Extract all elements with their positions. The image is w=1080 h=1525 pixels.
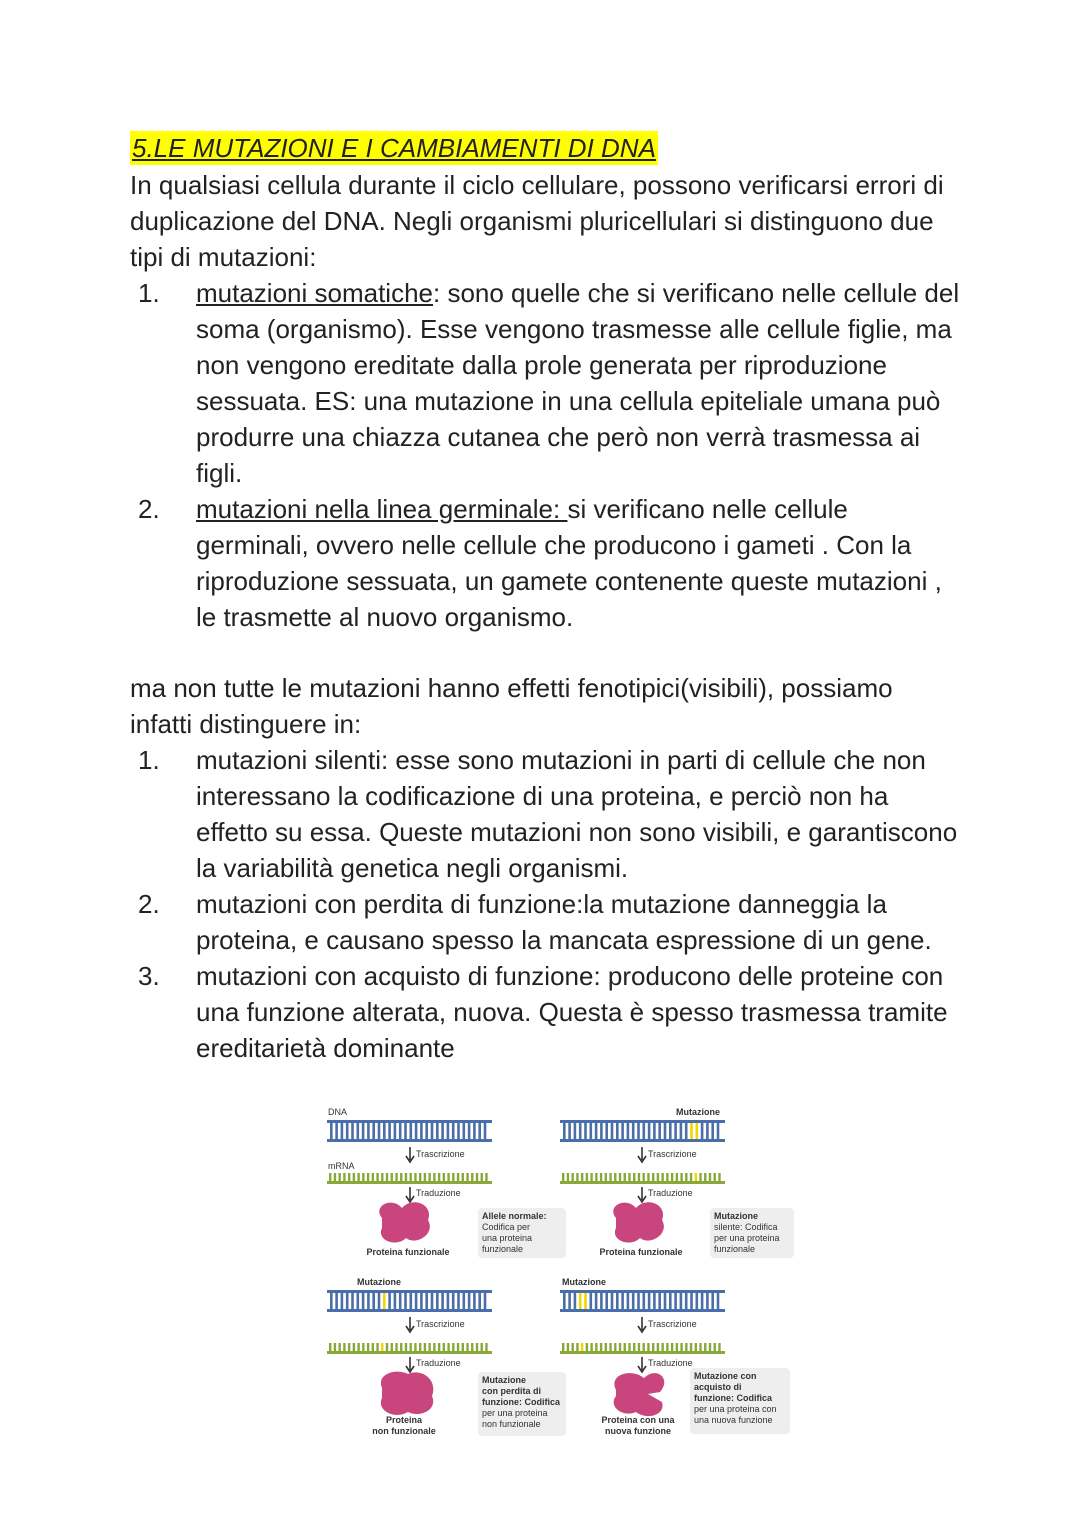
list-term: mutazioni somatiche (196, 278, 433, 308)
caption-line: per una proteina con (694, 1404, 777, 1414)
list-text: si verificano nelle cellule germinali, ovvero nelle cellule che producono i gameti . Con la riproduzione sessuata, un gamete contenente queste mutazioni , le trasmette al nuovo organismo. (196, 494, 942, 632)
mrna-strand (560, 1173, 725, 1184)
caption-line: acquisto di (694, 1382, 742, 1392)
list-item (130, 491, 960, 635)
arrow-down-icon (638, 1317, 646, 1332)
arrow-down-icon (638, 1187, 646, 1202)
caption-line: con perdita di (482, 1386, 542, 1396)
dna-strand (560, 1290, 725, 1312)
transcription-label: Trascrizione (648, 1149, 697, 1159)
mutation-effects-list (130, 742, 960, 1066)
mrna-strand (327, 1173, 492, 1184)
caption-line: Mutazione con (694, 1371, 757, 1381)
transcription-label: Trascrizione (416, 1319, 465, 1329)
list-text: mutazioni con acquisto di funzione: producono delle proteine con una funzione alterata, nuova. Questa è spesso trasmessa tramite ereditarietà dominante (196, 961, 948, 1063)
transcription-label: Trascrizione (416, 1149, 465, 1159)
caption-line: per una proteina (482, 1408, 548, 1418)
panel-loss-of-function (327, 1277, 566, 1436)
mutation-label: Mutazione (676, 1107, 720, 1117)
mutation-label: Mutazione (562, 1277, 606, 1287)
list-number: 2. (138, 889, 160, 919)
page-title: 5.LE MUTAZIONI E I CAMBIAMENTI DI DNA (132, 133, 656, 163)
phenotype-paragraph: ma non tutte le mutazioni hanno effetti fenotipici(visibili), possiamo infatti distinguere in: (130, 673, 893, 739)
caption-line: funzionale (482, 1244, 524, 1254)
functional-protein-shape (613, 1202, 664, 1242)
caption-line: una proteina (482, 1233, 533, 1243)
protein-caption: Proteina funzionale (599, 1247, 683, 1257)
dna-strand (327, 1290, 492, 1312)
list-text: mutazioni silenti: esse sono mutazioni in parti di cellule che non interessano la codificazione di una proteina, e perciò non ha effetto su essa. Queste mutazioni non sono visibili, e garantiscono la variabilità genetica negli organismi. (196, 745, 958, 883)
protein-caption: Proteina funzionale (366, 1247, 450, 1257)
caption-line: Codifica per (482, 1222, 531, 1232)
arrow-down-icon (638, 1147, 646, 1162)
dna-strand (327, 1120, 492, 1142)
mrna-strand (327, 1343, 492, 1354)
arrow-down-icon (638, 1357, 646, 1372)
caption-line: per una proteina (714, 1233, 780, 1243)
list-number: 3. (138, 961, 160, 991)
new-function-protein-shape (614, 1373, 665, 1416)
protein-caption: Proteina (385, 1415, 423, 1425)
list-term: mutazioni nella linea germinale: (196, 494, 568, 524)
translation-label: Traduzione (648, 1358, 693, 1368)
list-number: 1. (138, 745, 160, 775)
list-item (130, 742, 960, 886)
panel-gain-of-function (560, 1277, 790, 1436)
arrow-down-icon (406, 1187, 414, 1202)
caption-line: una nuova funzione (694, 1415, 773, 1425)
translation-label: Traduzione (416, 1358, 461, 1368)
protein-caption: nuova funzione (605, 1426, 671, 1436)
mutation-label: Mutazione (357, 1277, 401, 1287)
arrow-down-icon (406, 1147, 414, 1162)
list-number: 2. (138, 494, 160, 524)
caption-line: silente: Codifica (714, 1222, 778, 1232)
translation-label: Traduzione (416, 1188, 461, 1198)
list-item (130, 958, 960, 1066)
arrow-down-icon (406, 1357, 414, 1372)
caption-line: non funzionale (482, 1419, 541, 1429)
caption-line: funzione: Codifica (694, 1393, 772, 1403)
mutation-diagram (310, 1100, 810, 1445)
dna-strand (560, 1120, 725, 1142)
list-number: 1. (138, 278, 160, 308)
translation-label: Traduzione (648, 1188, 693, 1198)
somatic-germline-list (130, 275, 960, 635)
caption-line: Mutazione (714, 1211, 758, 1221)
list-item (130, 886, 960, 958)
caption-line: Allele normale: (482, 1211, 547, 1221)
caption-line: funzionale (714, 1244, 756, 1254)
caption-line: funzione: Codifica (482, 1397, 560, 1407)
intro-paragraph: In qualsiasi cellula durante il ciclo cellulare, possono verificarsi errori di duplicazione del DNA. Negli organismi pluricellulari si distinguono due tipi di mutazioni: (130, 170, 944, 272)
nonfunctional-protein-shape (381, 1372, 433, 1415)
list-text: : sono quelle che si verificano nelle cellule del soma (organismo). Esse vengono trasmesse alle cellule figlie, ma non vengono ereditate dalla prole generata per riproduzione sessuata. ES: una mutazione in una cellula epiteliale umana può produrre una chiazza cutanea che però non verrà trasmessa ai figli. (196, 278, 960, 488)
mrna-strand (560, 1343, 725, 1354)
transcription-label: Trascrizione (648, 1319, 697, 1329)
list-text: mutazioni con perdita di funzione:la mutazione danneggia la proteina, e causano spesso la mancata espressione di un gene. (196, 889, 932, 955)
protein-caption: non funzionale (372, 1426, 436, 1436)
dna-label: DNA (328, 1107, 348, 1117)
mrna-label: mRNA (328, 1161, 355, 1171)
panel-silent-mutation (560, 1107, 794, 1258)
list-item (130, 275, 960, 491)
caption-line: Mutazione (482, 1375, 526, 1385)
protein-caption: Proteina con una (601, 1415, 675, 1425)
arrow-down-icon (406, 1317, 414, 1332)
functional-protein-shape (379, 1202, 430, 1242)
panel-normal-allele (327, 1107, 566, 1258)
